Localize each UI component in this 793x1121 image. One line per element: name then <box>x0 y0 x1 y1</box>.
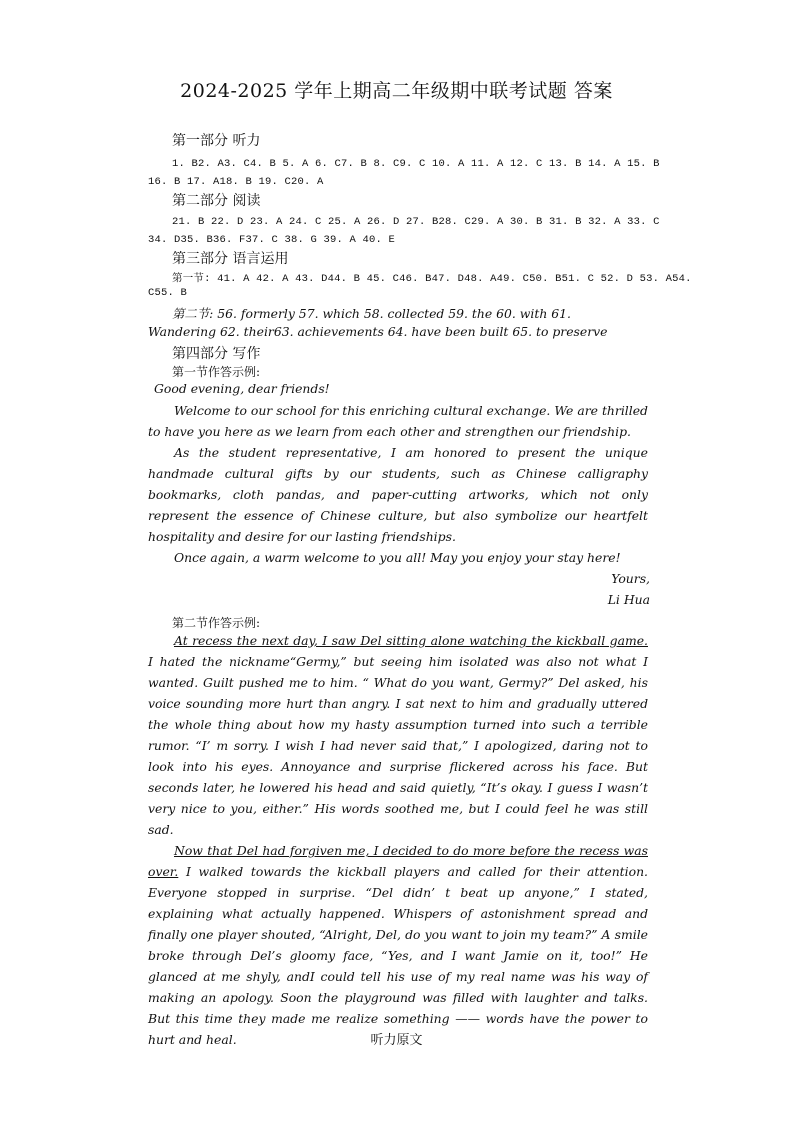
story-paragraph <box>148 840 648 1050</box>
part1-heading: 第一部分 听力 <box>172 133 261 149</box>
part1-answers-line1: 1. B2. A3. C4. B 5. A 6. C7. B 8. C9. C 10. A 11. A 12. C 13. B 14. A 15. B <box>172 158 660 170</box>
part2-heading: 第二部分 阅读 <box>172 193 261 209</box>
page-title: 2024-2025 学年上期高二年级期中联考试题 答案 <box>180 80 613 102</box>
section1-label: 第一节作答示例: <box>172 365 261 379</box>
letter-signature: Li Hua <box>607 592 650 607</box>
story-body <box>148 630 648 1050</box>
letter-paragraph: Once again, a warm welcome to you all! May you enjoy your stay here! <box>174 550 621 565</box>
letter-body <box>148 400 648 568</box>
part2-answers-line1: 21. B 22. D 23. A 24. C 25. A 26. D 27. B28. C29. A 30. B 31. B 32. A 33. C <box>172 216 660 228</box>
part3-sec2-line1: 第二节: 56. formerly 57. which 58. collected 59. the 60. with 61. <box>172 306 571 321</box>
section2-label: 第二节作答示例: <box>172 616 261 630</box>
part3-heading: 第三部分 语言运用 <box>172 251 289 267</box>
part3-sec1-line1: 第一节: 41. A 42. A 43. D44. B 45. C46. B47. D48. A49. C50. B51. C 52. D 53. A54. <box>172 273 692 285</box>
part3-sec1-line2: C55. B <box>148 287 188 299</box>
letter-paragraph: As the student representative, I am honored to present the unique handmade cultural gifts by our students, such as Chinese calligraphy bookmarks, cloth pandas, and paper-cutting artworks, which not only represent the essence of Chinese culture, but also symbolize our heartfelt hospitality and desire for our lasting friendships. <box>148 445 648 544</box>
part1-answers-line2: 16. B 17. A18. B 19. C20. A <box>148 176 324 188</box>
story-continuation: I hated the nickname“Germy,” but seeing him isolated was also not what I wanted. Guilt pushed me to him. “ What do you want, Germy?” Del asked, his voice sounding more hurt than angry. I sat next to him and gradually uttered the whole thing about how my hasty assumption turned into such a terrible rumor. “I’ m sorry. I wish I had never said that,” I apologized, daring not to look into his eyes. Annoyance and surprise flickered across his face. But seconds later, he lowered his head and said quietly, “It’s okay. I guess I wasn’t very nice to you, either.” His words soothed me, but I could feel he was still sad. <box>148 654 648 837</box>
story-given-opening: Now that Del had forgiven me, I decided to do more before the recess was over. <box>148 843 648 879</box>
part3-sec2-line2: Wandering 62. their63. achievements 64. have been built 65. to preserve <box>148 324 608 339</box>
story-given-opening: At recess the next day, I saw Del sitting alone watching the kickball game. <box>174 633 648 648</box>
letter-paragraph: Welcome to our school for this enriching cultural exchange. We are thrilled to have you here as we learn from each other and strengthen our friendship. <box>148 403 648 439</box>
letter-greeting: Good evening, dear friends! <box>154 381 330 396</box>
part2-answers-line2: 34. D35. B36. F37. C 38. G 39. A 40. E <box>148 234 396 246</box>
page-footer: 听力原文 <box>370 1033 423 1048</box>
story-continuation: I walked towards the kickball players and called for their attention. Everyone stopped in surprise. “Del didn’ t beat up anyone,” I stated, explaining what actually happened. Whispers of astonishment spread and finally one player shouted, “Alright, Del, do you want to join my team?” A smile broke through Del’s gloomy face, “Yes, and I want Jamie on it, too!” He glanced at me shyly, andI could tell his use of my real name was his way of making an apology. Soon the playground was filled with laughter and talks. But this time they made me realize something —— words have the power to hurt and heal. <box>148 864 648 1047</box>
story-paragraph <box>148 630 648 840</box>
letter-closing: Yours, <box>611 571 650 586</box>
part4-heading: 第四部分 写作 <box>172 346 261 362</box>
